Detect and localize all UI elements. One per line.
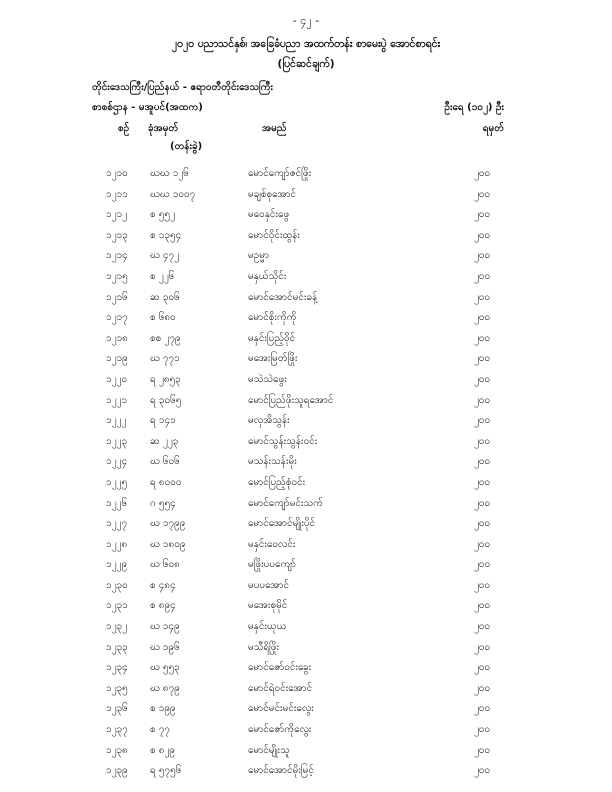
roll-number: ဃ ၁၇၉၉ (150, 518, 186, 530)
table-row (0, 450, 612, 471)
roll-number: စ ၁၉၉ (150, 703, 176, 715)
table-row (0, 306, 612, 327)
marks-value: ၂၀၀ (474, 724, 491, 736)
student-name: မောင်စိုးကိုကို (248, 312, 297, 324)
row-number: ၁၂၃၂ (106, 621, 128, 633)
column-header-roll: ခုံအမှတ် (148, 123, 179, 134)
row-number: ၁၂၂၇ (106, 518, 128, 530)
row-number: ၁၂၃၁ (106, 600, 128, 612)
table-row (0, 409, 612, 430)
row-number: ၁၂၃၃ (106, 641, 128, 653)
row-number: ၁၂၁၉ (106, 353, 128, 365)
table-row (0, 574, 612, 595)
table-row (0, 553, 612, 574)
row-number: ၁၂၃၈ (106, 744, 128, 756)
row-number: ၁၂၁၃ (106, 229, 128, 241)
student-name: မသဲသဲဖွေး (248, 373, 287, 385)
region-line: တိုင်းဒေသကြီး/ပြည်နယ် - ဧရာဝတီတိုင်းဒေသကြီး (92, 82, 274, 93)
marks-value: ၂၀၀ (474, 188, 491, 200)
roll-number: ရ ၃၀၆၅ (150, 394, 182, 406)
total-count: ဦးရေ (၁၀၂) ဦး (444, 102, 504, 113)
row-number: ၁၂၃၄ (106, 662, 128, 674)
marks-value: ၂၀၀ (474, 703, 491, 715)
row-number: ၁၂၂၀ (106, 373, 128, 385)
roll-number: ဃ ၄၇၂ (150, 250, 180, 262)
student-name: မောင်ကျော်ဇင်ဖြိုး (248, 168, 312, 179)
row-number: ၁၂၂၂ (106, 415, 127, 427)
marks-value: ၂၀၀ (474, 394, 491, 406)
roll-number: စ ၇၇ (150, 724, 171, 736)
marks-value: ၂၀၀ (474, 518, 491, 530)
page-number: - ၄၂ - (292, 14, 320, 27)
table-row (0, 636, 612, 657)
roll-number: ဆ ၃၀၆ (150, 291, 180, 303)
roll-number: ရ ၁၄၁ (150, 415, 176, 427)
marks-value: ၂၀၀ (474, 435, 491, 447)
student-name: မောင်အောင်မင်းခန့် (248, 291, 318, 303)
table-row (0, 224, 612, 245)
student-name: မနှယ်သိုင်း (248, 270, 287, 282)
table-row (0, 162, 612, 183)
roll-number: ဃ ၁၈၀၉ (150, 538, 186, 550)
table-row (0, 697, 612, 718)
roll-number: ရ ၈၀၀၀ (150, 476, 182, 488)
table-row (0, 244, 612, 265)
student-name: မောင်သွန်းသွန်းဝင်း (248, 435, 318, 447)
table-row (0, 492, 612, 513)
student-name: မနှင်းပြည့်ဝိုင် (248, 332, 296, 344)
row-number: ၁၂၃၆ (106, 703, 128, 715)
marks-value: ၂၀၀ (474, 579, 491, 591)
roll-number: ဃဃ ၁၀၀၇ (150, 188, 196, 200)
marks-value: ၂၀၀ (474, 662, 491, 674)
marks-value: ၂၀၀ (474, 456, 491, 468)
student-name: မောင်ရဲဝင်းအောင် (248, 682, 313, 694)
marks-value: ၂၀၀ (474, 497, 491, 509)
marks-value: ၂၀၀ (474, 641, 491, 653)
roll-number: စ ၈၂၉ (150, 744, 176, 756)
student-name: မဝေနှင်းဖွေ (248, 209, 290, 221)
table-row (0, 594, 612, 615)
student-name: မောင်ဇော်ကိုလွေး (248, 724, 312, 736)
results-table (0, 162, 612, 780)
student-name: မချစ်စုအောင် (248, 188, 297, 200)
column-header-name: အမည် (262, 123, 287, 134)
marks-value: ၂၀၀ (474, 229, 491, 241)
roll-number: ဂ ၅၅၄ (150, 497, 176, 509)
table-row (0, 533, 612, 554)
marks-value: ၂၀၀ (474, 270, 491, 282)
roll-number: ဃ ၈၇၉ (150, 682, 180, 694)
marks-value: ၂၀၀ (474, 682, 491, 694)
row-number: ၁၂၁၄ (106, 250, 128, 262)
table-row (0, 203, 612, 224)
table-row (0, 430, 612, 451)
student-name: မောင်မင်းမင်းလွေး (248, 703, 314, 715)
row-number: ၁၂၁၂ (106, 209, 128, 221)
roll-number: ဆ ၂၂၃ (150, 435, 179, 447)
marks-value: ၂၀၀ (474, 415, 491, 427)
marks-value: ၂၀၀ (474, 373, 491, 385)
marks-value: ၂၀၀ (474, 476, 491, 488)
student-name: မလှအိသွန်း (248, 415, 290, 427)
row-number: ၁၂၂၄ (106, 456, 128, 468)
marks-value: ၂၀၀ (474, 168, 491, 179)
student-name: မောင်မျိုးသူ (248, 744, 290, 756)
row-number: ၁၂၂၃ (106, 435, 128, 447)
marks-value: ၂၀၀ (474, 559, 491, 571)
table-row (0, 739, 612, 760)
student-name: မနှင်းယုယ (248, 621, 287, 633)
row-number: ၁၂၂၈ (106, 538, 128, 550)
row-number: ၁၂၂၁ (106, 394, 128, 406)
row-number: ၁၂၂၅ (106, 476, 128, 488)
student-name: မပပအောင် (248, 579, 289, 591)
student-name: မောင်ဝိုင်းထွန်း (248, 229, 300, 241)
roll-number: ရ ၂၈၅၃ (150, 373, 181, 385)
row-number: ၁၂၁၆ (106, 291, 128, 303)
roll-number: စ ၁၃၅၄ (150, 229, 182, 241)
row-number: ၁၂၂၉ (106, 559, 128, 571)
marks-value: ၂၀၀ (474, 600, 491, 612)
roll-number: ဃဃ ၁၂၆ (150, 168, 189, 179)
marks-value: ၂၀၀ (474, 744, 491, 756)
row-number: ၁၂၁၈ (106, 332, 128, 344)
roll-number: ဃ ၆၀၈ (150, 559, 180, 571)
marks-value: ၂၀၀ (474, 621, 491, 633)
student-name: မနှင်းဝေလင်း (248, 538, 296, 550)
student-name: မအေးမြတ်ဖြိုး (248, 353, 298, 365)
roll-number: ဃ ၅၅၃ (150, 662, 180, 674)
table-row (0, 389, 612, 410)
marks-value: ၂၀၀ (474, 765, 491, 777)
table-row (0, 718, 612, 739)
roll-number: စ ၅၅၂ (150, 209, 175, 221)
column-header-marks: ရမှတ် (482, 123, 504, 134)
row-number: ၁၂၁၅ (106, 270, 128, 282)
row-number: ၁၂၁၁ (106, 188, 128, 200)
marks-value: ၂၀၀ (474, 353, 491, 365)
roll-number: ဃ ၇၇၁ (150, 353, 180, 365)
roll-number: စ ၆၈၀ (150, 312, 176, 324)
roll-number: စ ၈၉၄ (150, 600, 176, 612)
document-title: ၂၀၂၀ ပညာသင်နှစ်၊ အခြေခံပညာ အထက်တန်း စာမေးပွဲ အောင်စာရင်း (171, 38, 441, 50)
table-row (0, 512, 612, 533)
column-header-no: စဉ် (118, 123, 130, 134)
document-subtitle: (ပြင်ဆင်ချက်) (277, 58, 335, 70)
marks-value: ၂၀၀ (474, 312, 491, 324)
student-name: မသန်းသန်းမိုး (248, 456, 297, 468)
table-row (0, 656, 612, 677)
marks-value: ၂၀၀ (474, 291, 491, 303)
column-header-roll-sub: (တန်းခွဲ) (170, 141, 203, 152)
roll-number: ဃ ၆၀၆ (150, 456, 180, 468)
roll-number: စစ ၂၇၉ (150, 332, 181, 344)
marks-value: ၂၀၀ (474, 332, 491, 344)
student-name: မောင်ဇော်ဝင်းခွေး (248, 662, 312, 674)
student-name: မောင်အောင်မိုးမြင့် (248, 765, 314, 777)
table-row (0, 368, 612, 389)
table-row (0, 265, 612, 286)
exam-center-line: စာစစ်ဌာန - မအူပင်(အထက) (92, 102, 203, 113)
table-row (0, 615, 612, 636)
student-name: မသီရိဖြိုး (248, 641, 280, 653)
student-name: မအေးစုမိုင် (248, 600, 288, 612)
row-number: ၁၂၂၆ (106, 497, 128, 509)
marks-value: ၂၀၀ (474, 250, 491, 262)
student-name: မောင်အောင်မျိုးပိုင် (248, 518, 316, 530)
row-number: ၁၂၁၇ (106, 312, 128, 324)
roll-number: ဃ ၁၉၆ (150, 641, 180, 653)
table-row (0, 183, 612, 204)
row-number: ၁၂၃၇ (106, 724, 128, 736)
row-number: ၁၂၃၉ (106, 765, 128, 777)
table-row (0, 677, 612, 698)
table-row (0, 471, 612, 492)
row-number: ၁၂၃၀ (106, 579, 128, 591)
table-row (0, 286, 612, 307)
table-row (0, 327, 612, 348)
student-name: မဥမ္မာ (248, 250, 270, 262)
roll-number: စ ၄၈၄ (150, 579, 176, 591)
row-number: ၁၂၁၀ (106, 168, 128, 179)
marks-value: ၂၀၀ (474, 538, 491, 550)
table-row (0, 347, 612, 368)
student-name: မောင်ပြည့်စုံဝင်း (248, 476, 306, 488)
roll-number: စ ၂၂၆ (150, 270, 175, 282)
marks-value: ၂၀၀ (474, 209, 491, 221)
student-name: မဖြိုးပပကျော် (248, 559, 296, 571)
student-name: မောင်ပြည်ဖိုးသူရအောင် (248, 394, 334, 406)
student-name: မောင်ကျော်မင်းသက် (248, 497, 323, 509)
roll-number: ဃ ၁၄၉ (150, 621, 180, 633)
roll-number: ရ ၅၇၅၆ (150, 765, 182, 777)
table-row (0, 759, 612, 780)
row-number: ၁၂၃၅ (106, 682, 128, 694)
